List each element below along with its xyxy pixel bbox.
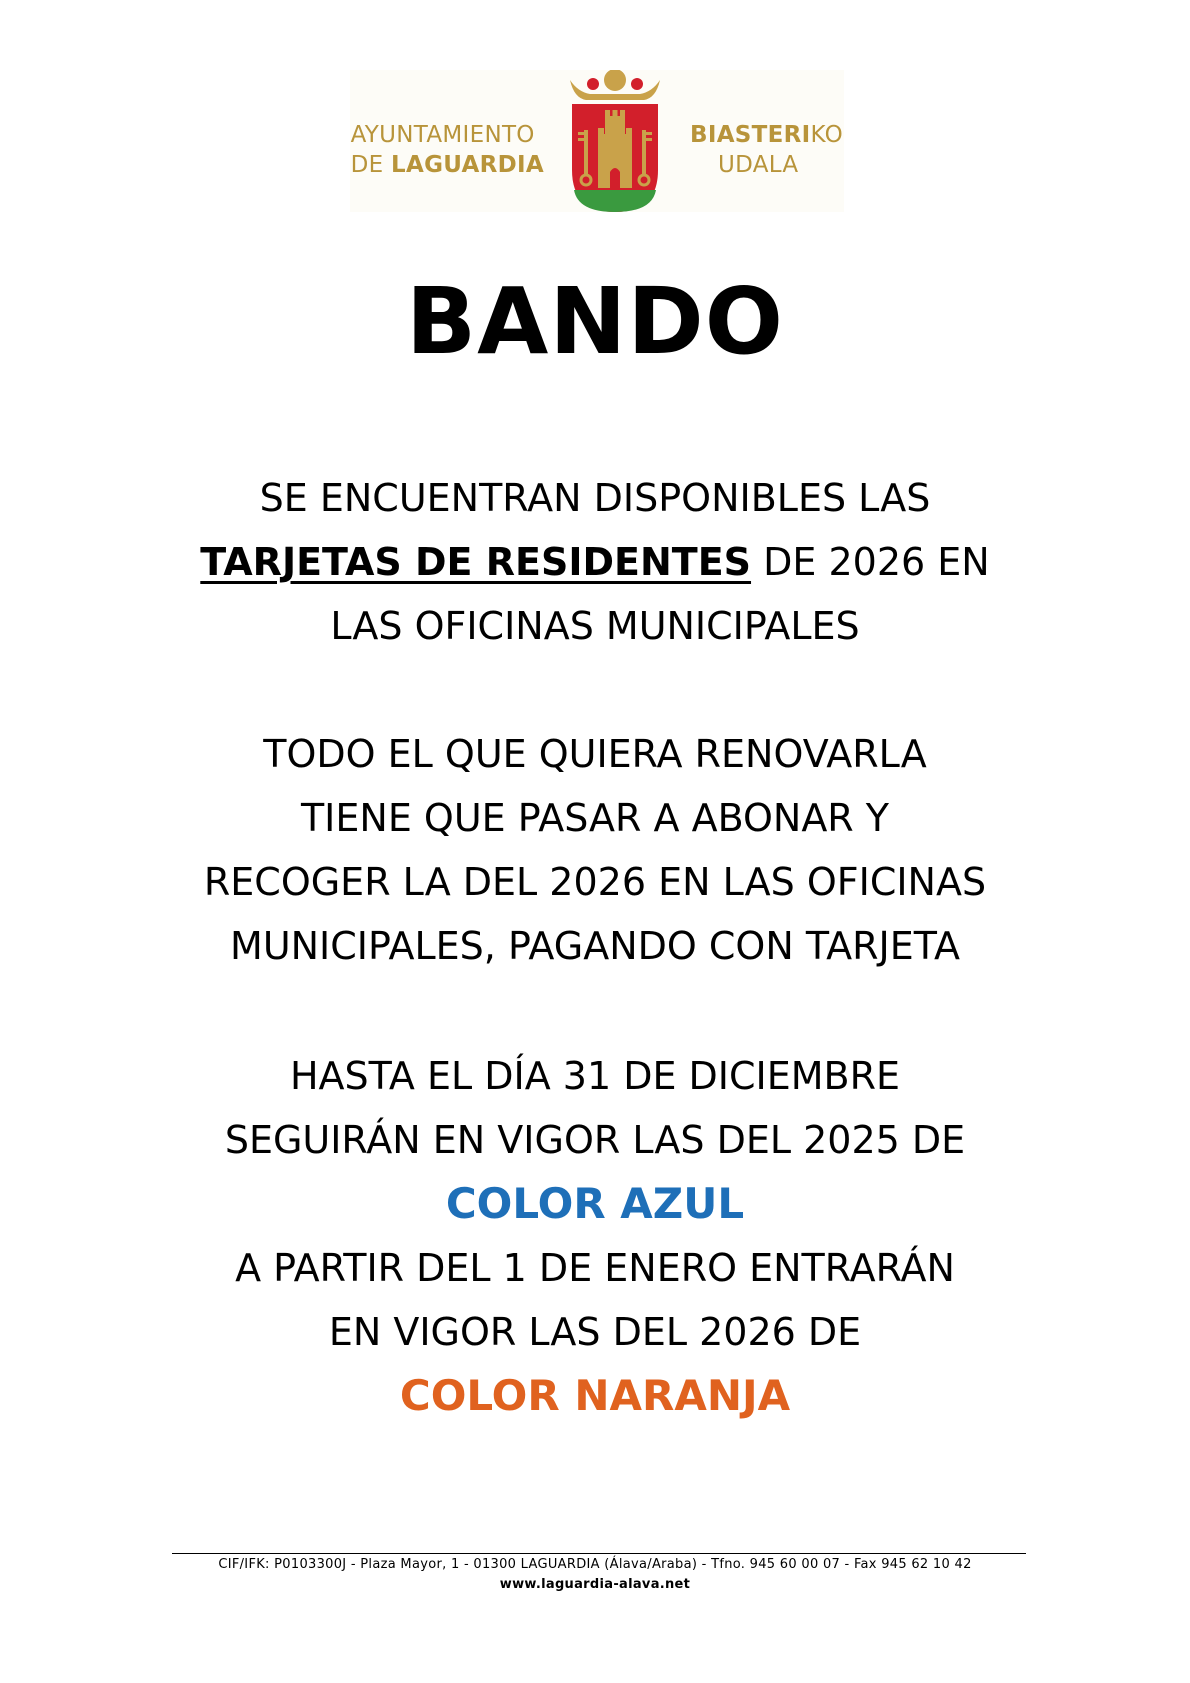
p3-line1: HASTA EL DÍA 31 DE DICIEMBRE bbox=[289, 1054, 901, 1098]
logo-left-line2-prefix: DE bbox=[350, 152, 392, 178]
municipal-logo bbox=[350, 70, 844, 212]
logo-left-line2-bold: LAGUARDIA bbox=[391, 152, 544, 178]
p2-line2: TIENE QUE PASAR A ABONAR Y bbox=[300, 796, 890, 840]
p1-line2 bbox=[0, 530, 1190, 594]
announcement-paragraph-1 bbox=[0, 466, 1190, 658]
footer-address: CIF/IFK: P0103300J - Plaza Mayor, 1 - 01300 LAGUARDIA (Álava/Araba) - Tfno. 945 60 00 07 - Fax 945 62 10 42 bbox=[218, 1557, 972, 1572]
coat-of-arms-icon bbox=[560, 70, 670, 212]
color-naranja-label: COLOR NARANJA bbox=[399, 1371, 791, 1420]
p2-line3: RECOGER LA DEL 2026 EN LAS OFICINAS bbox=[203, 860, 987, 904]
p1-line1: SE ENCUENTRAN DISPONIBLES LAS bbox=[259, 476, 931, 520]
p1-line2-rest: DE 2026 EN bbox=[751, 540, 990, 584]
footer-website-link[interactable]: www.laguardia-alava.net bbox=[499, 1577, 691, 1592]
logo-left-line2 bbox=[351, 150, 544, 180]
p3-line5: EN VIGOR LAS DEL 2026 DE bbox=[328, 1310, 862, 1354]
p3-line2: SEGUIRÁN EN VIGOR LAS DEL 2025 DE bbox=[224, 1118, 966, 1162]
logo-right-line1 bbox=[690, 120, 843, 150]
announcement-paragraph-3 bbox=[0, 1044, 1190, 1428]
logo-right-line1-bold: BIASTERI bbox=[690, 122, 811, 148]
resident-cards-emphasis: TARJETAS DE RESIDENTES bbox=[200, 540, 752, 584]
p1-line3: LAS OFICINAS MUNICIPALES bbox=[330, 604, 860, 648]
color-azul-label: COLOR AZUL bbox=[445, 1179, 745, 1228]
footer-divider bbox=[172, 1553, 1026, 1554]
logo-text-spanish bbox=[351, 120, 544, 180]
logo-text-basque bbox=[690, 120, 843, 180]
document-title: BANDO bbox=[406, 268, 784, 375]
p3-line4: A PARTIR DEL 1 DE ENERO ENTRARÁN bbox=[235, 1246, 955, 1290]
announcement-paragraph-2 bbox=[0, 722, 1190, 978]
p2-line4: MUNICIPALES, PAGANDO CON TARJETA bbox=[230, 924, 960, 968]
logo-left-line1: AYUNTAMIENTO bbox=[350, 122, 535, 148]
p2-line1: TODO EL QUE QUIERA RENOVARLA bbox=[263, 732, 927, 776]
logo-right-line1-suffix: KO bbox=[810, 122, 844, 148]
logo-right-line2: UDALA bbox=[718, 152, 799, 178]
